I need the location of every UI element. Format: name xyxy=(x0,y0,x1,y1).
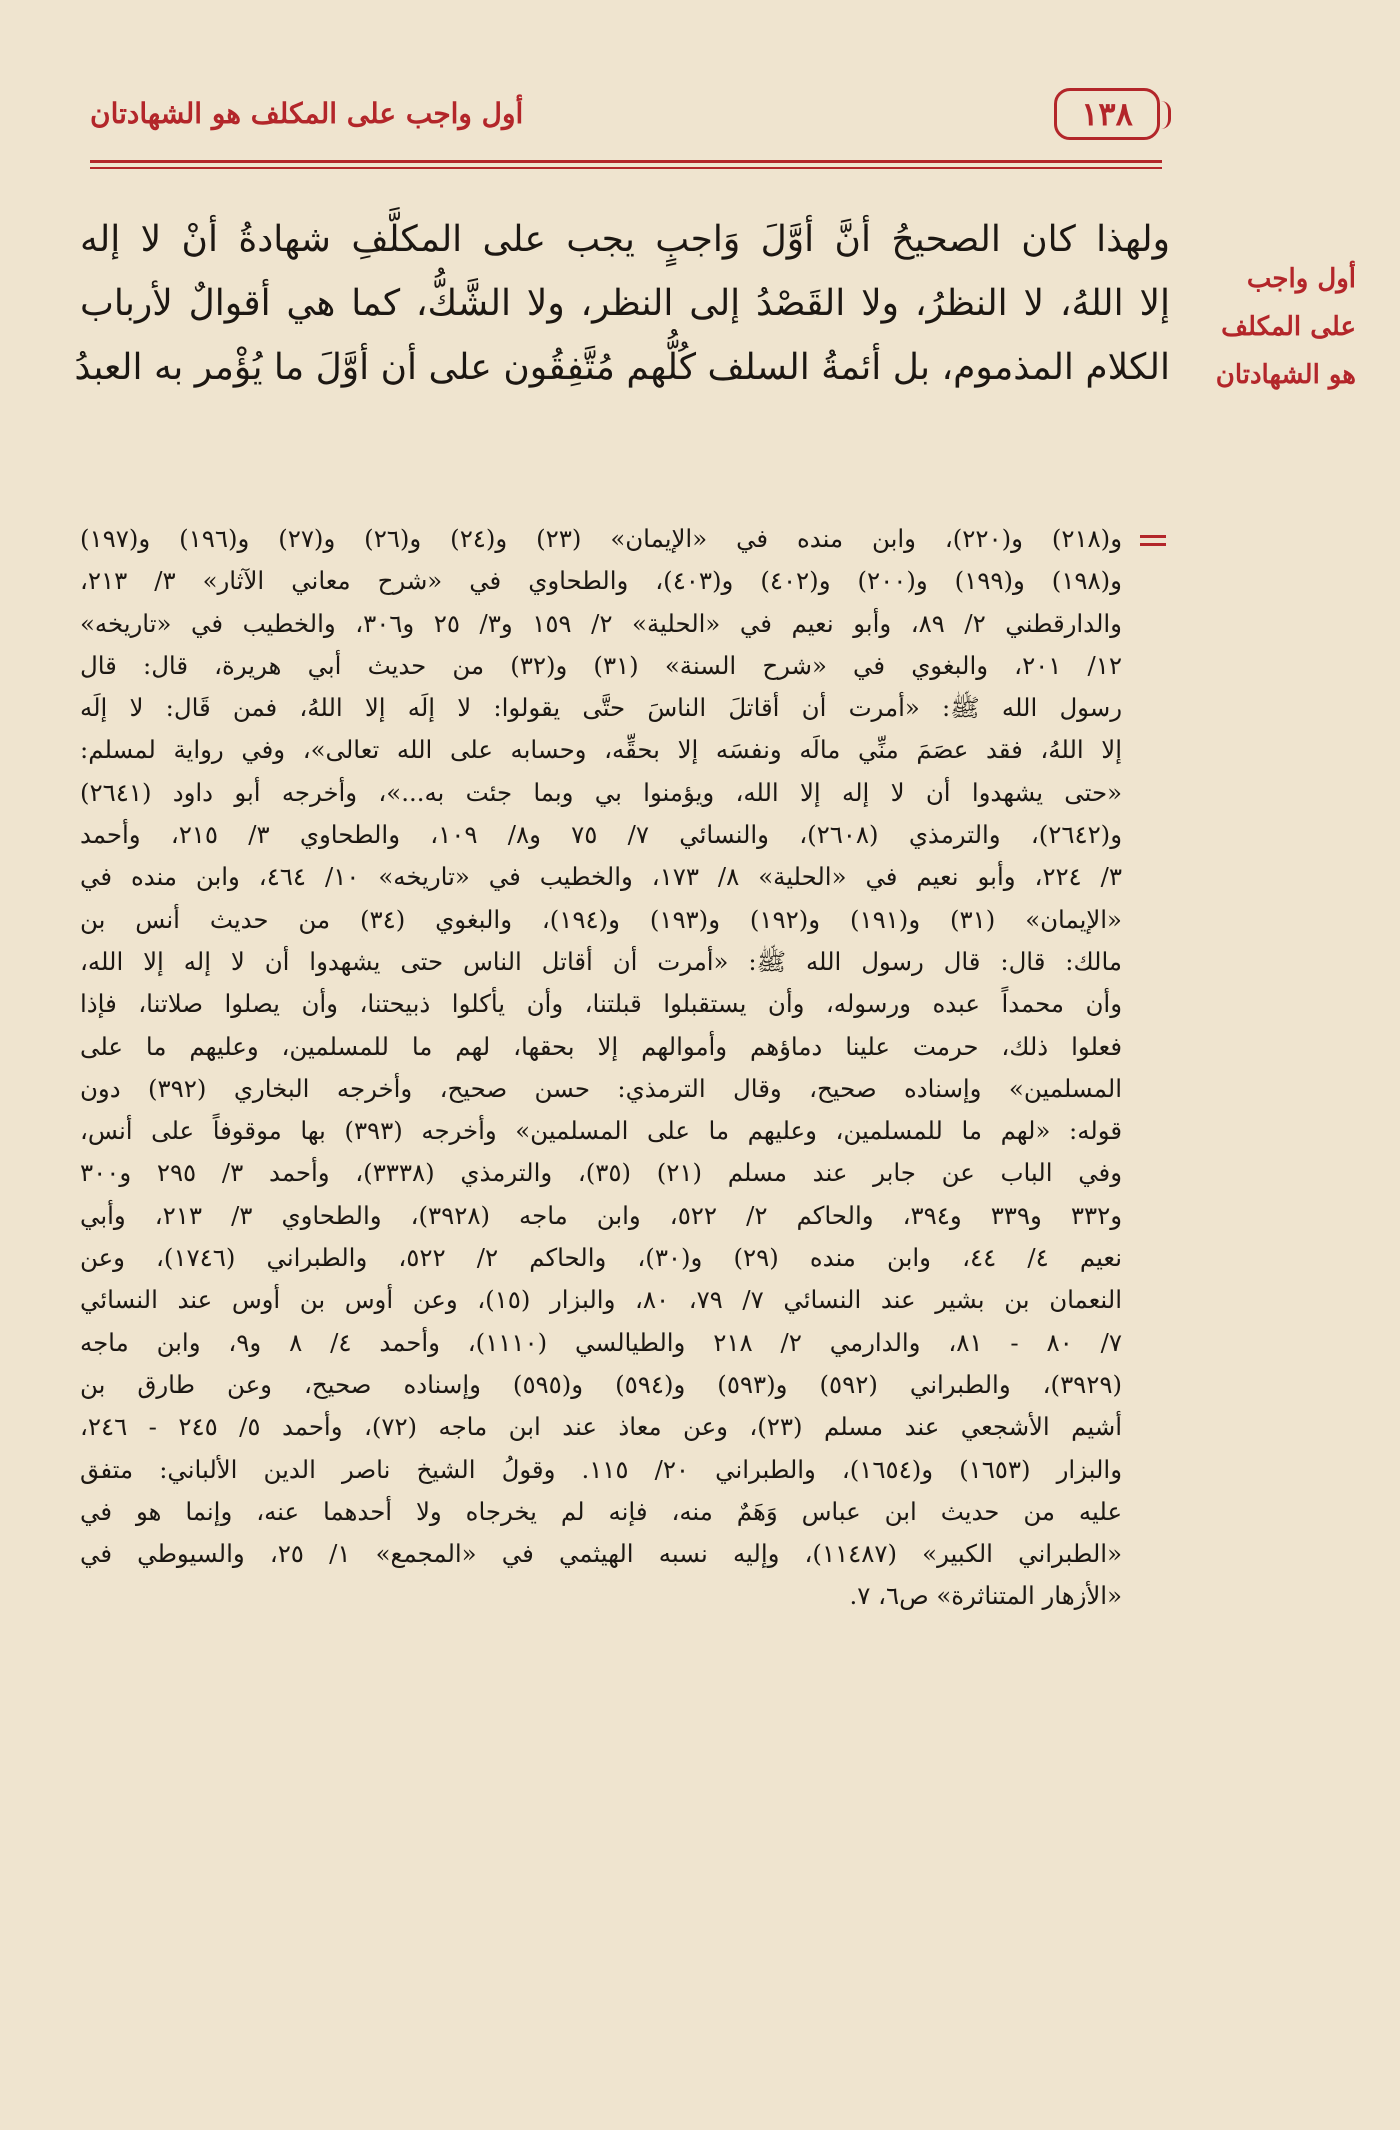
body-line: ولهذا كان الصحيحُ أنَّ أوَّلَ وَاجبٍ يجب على المكلَّفِ شهادةُ أنْ لا إله xyxy=(80,219,1170,260)
footnote-line: أشيم الأشجعي عند مسلم (٢٣)، وعن معاذ عند ابن ماجه (٧٢)، وأحمد ٥/ ٢٤٥ - ٢٤٦، xyxy=(80,1412,1122,1442)
footnote-line: وأن محمداً عبده ورسوله، وأن يستقبلوا قبلتنا، وأن يأكلوا ذبيحتنا، وأن يصلوا صلاتنا، فإذا xyxy=(80,989,1122,1019)
header-rule-thin xyxy=(90,167,1162,169)
footnote-line: و٣٣٢ و٣٣٩ و٣٩٤، والحاكم ٢/ ٥٢٢، وابن ماجه (٣٩٢٨)، والطحاوي ٣/ ٢١٣، وأبي xyxy=(80,1200,1122,1230)
footnote-line: و(٢٦٤٢)، والترمذي (٢٦٠٨)، والنسائي ٧/ ٧٥ و٨/ ١٠٩، والطحاوي ٣/ ٢١٥، وأحمد xyxy=(80,820,1122,850)
body-line: إلا اللهُ، لا النظرُ، ولا القَصْدُ إلى النظر، ولا الشَّكُّ، كما هي أقوالٌ لأرباب xyxy=(80,283,1170,324)
header-rule-thick xyxy=(90,160,1162,163)
footnote-line: المسلمين» وإسناده صحيح، وقال الترمذي: حسن صحيح، وأخرجه البخاري (٣٩٢) دون xyxy=(80,1073,1122,1103)
footnote-line: والبزار (١٦٥٣) و(١٦٥٤)، والطبراني ٢٠/ ١١٥. وقولُ الشيخ ناصر الدين الألباني: متفق xyxy=(80,1454,1122,1484)
footnote-line: ٣/ ٢٢٤، وأبو نعيم في «الحلية» ٨/ ١٧٣، والخطيب في «تاريخه» ١٠/ ٤٦٤، وابن منده في xyxy=(80,862,1122,892)
footnote-line: والدارقطني ٢/ ٨٩، وأبو نعيم في «الحلية» ٢/ ١٥٩ و٣/ ٢٥ و٣٠٦، والخطيب في «تاريخه» xyxy=(80,608,1122,638)
footnote-line: عليه من حديث ابن عباس وَهَمٌ منه، فإنه لم يخرجاه ولا أحدهما عنه، وإنما هو في xyxy=(80,1496,1122,1526)
footnote-line: إلا اللهُ، فقد عصَمَ منِّي مالَه ونفسَه إلا بحقِّه، وحسابه على الله تعالى»، وفي رواية لمسلم: xyxy=(80,735,1122,765)
footnote-line: (٣٩٢٩)، والطبراني (٥٩٢) و(٥٩٣) و(٥٩٤) و(٥٩٥) وإسناده صحيح، وعن طارق بن xyxy=(80,1369,1122,1399)
page-number: ١٣٨ xyxy=(1054,88,1160,140)
margin-note-line: أول واجب xyxy=(1246,264,1356,294)
footnote-line: «الطبراني الكبير» (١١٤٨٧)، وإليه نسبه الهيثمي في «المجمع» ١/ ٢٥، والسيوطي في xyxy=(80,1539,1122,1569)
footnote-line: و(١٩٨) و(١٩٩) و(٢٠٠) و(٤٠٢) و(٤٠٣)، والطحاوي في «شرح معاني الآثار» ٣/ ٢١٣، xyxy=(80,566,1122,596)
footnote-line: قوله: «لهم ما للمسلمين، وعليهم ما على المسلمين» وأخرجه (٣٩٣) بها موقوفاً على أنس، xyxy=(80,1116,1122,1146)
margin-note xyxy=(1186,255,1356,399)
main-body-text xyxy=(74,208,1170,400)
margin-note-line: هو الشهادتان xyxy=(1215,360,1356,390)
footnote-continuation-marker xyxy=(1140,535,1166,551)
footnote-line: نعيم ٤/ ٤٤، وابن منده (٢٩) و(٣٠)، والحاكم ٢/ ٥٢٢، والطبراني (١٧٤٦)، وعن xyxy=(80,1243,1122,1273)
footnote-line: «الإيمان» (٣١) و(١٩١) و(١٩٢) و(١٩٣) و(١٩٤)، والبغوي (٣٤) من حديث أنس بن xyxy=(80,904,1122,934)
footnote-line: ٧/ ٨٠ - ٨١، والدارمي ٢/ ٢١٨ والطيالسي (١١١٠)، وأحمد ٤/ ٨ و٩، وابن ماجه xyxy=(80,1327,1122,1357)
running-header-title: أول واجب على المكلف هو الشهادتان xyxy=(90,97,524,130)
footnote-line: و(٢١٨) و(٢٢٠)، وابن منده في «الإيمان» (٢٣) و(٢٤) و(٢٦) و(٢٧) و(١٩٦) و(١٩٧) xyxy=(80,524,1122,553)
margin-note-line: على المكلف xyxy=(1221,312,1356,342)
footnote-line: رسول الله ﷺ: «أمرت أن أقاتلَ الناسَ حتَّى يقولوا: لا إلَه إلا اللهُ، فمن قَال: لا إلَه xyxy=(80,693,1122,723)
footnote-line: «الأزهار المتناثرة» ص٦، ٧. xyxy=(849,1581,1122,1611)
footnote xyxy=(80,518,1122,1618)
footnote-line: ١٢/ ٢٠١، والبغوي في «شرح السنة» (٣١) و(٣٢) من حديث أبي هريرة، قال: قال xyxy=(80,650,1122,680)
body-line: الكلام المذموم، بل أئمةُ السلف كُلُّهم مُتَّفِقُون على أن أوَّلَ ما يُؤْمر به العبدُ xyxy=(74,347,1170,388)
footnote-line: النعمان بن بشير عند النسائي ٧/ ٧٩، ٨٠، والبزار (١٥)، وعن أوس بن أوس عند النسائي xyxy=(80,1285,1122,1315)
running-header xyxy=(90,88,1160,156)
footnote-line: «حتى يشهدوا أن لا إله إلا الله، ويؤمنوا بي وبما جئت به...»، وأخرجه أبو داود (٢٦٤١) xyxy=(80,777,1122,807)
footnote-line: وفي الباب عن جابر عند مسلم (٢١) (٣٥)، والترمذي (٣٣٣٨)، وأحمد ٣/ ٢٩٥ و٣٠٠ xyxy=(80,1158,1122,1188)
footnote-line: فعلوا ذلك، حرمت علينا دماؤهم وأموالهم إلا بحقها، لهم ما للمسلمين، وعليهم ما على xyxy=(80,1031,1122,1061)
footnote-line: مالك: قال: قال رسول الله ﷺ: «أمرت أن أقاتل الناس حتى يشهدوا أن لا إله إلا الله، xyxy=(80,946,1122,976)
